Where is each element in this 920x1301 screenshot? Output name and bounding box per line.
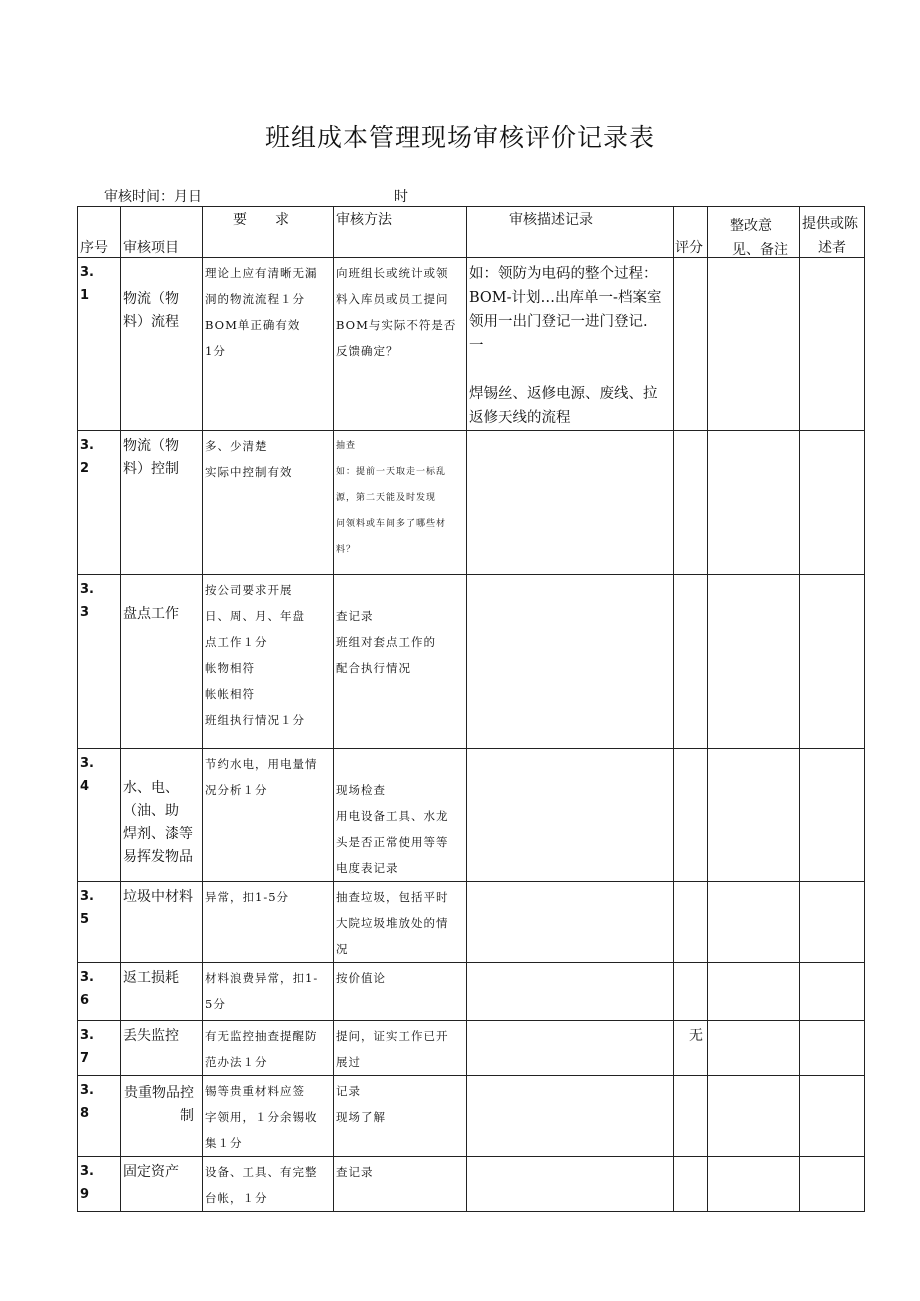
row-audit-method: 按价值论 <box>334 963 467 1021</box>
row-requirement: 理论上应有清晰无漏 洞的物流流程１分 BOM单正确有效 1分 <box>203 258 334 431</box>
table-row <box>78 258 865 431</box>
row-audit-method: 记录 现场了解 <box>334 1076 467 1157</box>
header-provider: 提供或陈 述者 <box>800 207 865 258</box>
row-rectification <box>708 963 800 1021</box>
row-number: 3. 3 <box>78 575 121 749</box>
row-requirement: 锡等贵重材料应签 字领用，１分余锡收 集１分 <box>203 1076 334 1157</box>
row-rectification <box>708 1021 800 1076</box>
row-score <box>674 882 708 963</box>
row-provider <box>800 1157 865 1212</box>
row-provider <box>800 882 865 963</box>
audit-time-label: 审核时间：月日 <box>104 189 202 205</box>
header-rectification: 整改意 见、备注 <box>708 207 800 258</box>
row-score <box>674 963 708 1021</box>
table-row <box>78 882 865 963</box>
row-audit-item: 返工损耗 <box>121 963 203 1021</box>
header-method: 审核方法 <box>334 207 467 258</box>
row-description <box>467 1157 674 1212</box>
row-score <box>674 431 708 575</box>
row-number: 3. 6 <box>78 963 121 1021</box>
row-number: 3. 4 <box>78 749 121 882</box>
row-description <box>467 882 674 963</box>
row-audit-method: 提问，证实工作已开 展过 <box>334 1021 467 1076</box>
table-header-row <box>78 207 865 258</box>
row-audit-method: 现场检查 用电设备工具、水龙 头是否正常使用等等 电度表记录 <box>334 749 467 882</box>
row-rectification <box>708 431 800 575</box>
row-score: 无 <box>674 1021 708 1076</box>
row-requirement: 按公司要求开展 日、周、月、年盘 点工作１分 帐物相符 帐帐相符 班组执行情况１分 <box>203 575 334 749</box>
row-provider <box>800 258 865 431</box>
row-requirement: 有无监控抽查提醒防 范办法１分 <box>203 1021 334 1076</box>
row-rectification <box>708 1157 800 1212</box>
row-provider <box>800 963 865 1021</box>
row-provider <box>800 575 865 749</box>
row-description <box>467 575 674 749</box>
row-rectification <box>708 882 800 963</box>
row-audit-item: 固定资产 <box>121 1157 203 1212</box>
row-number: 3. 1 <box>78 258 121 431</box>
table-row <box>78 1021 865 1076</box>
row-requirement: 设备、工具、有完整 台帐，１分 <box>203 1157 334 1212</box>
row-audit-method: 抽查垃圾，包括平时 大院垃圾堆放处的情 况 <box>334 882 467 963</box>
row-audit-method: 向班组长或统计或领 料入库员或员工提问 BOM与实际不符是否 反馈确定？ <box>334 258 467 431</box>
row-requirement: 材料浪费异常，扣1- 5分 <box>203 963 334 1021</box>
row-rectification <box>708 575 800 749</box>
row-requirement: 异常，扣1-5分 <box>203 882 334 963</box>
row-rectification <box>708 258 800 431</box>
row-number: 3. 2 <box>78 431 121 575</box>
row-score <box>674 749 708 882</box>
header-no: 序号 <box>78 207 121 258</box>
row-description <box>467 749 674 882</box>
header-description: 审核描述记录 <box>467 207 674 258</box>
row-audit-item: 垃圾中材料 <box>121 882 203 963</box>
header-item: 审核项目 <box>121 207 203 258</box>
table-row <box>78 963 865 1021</box>
row-audit-item: 盘点工作 <box>121 575 203 749</box>
row-score <box>674 258 708 431</box>
header-score: 评分 <box>674 207 708 258</box>
table-row <box>78 1157 865 1212</box>
row-requirement: 多、少清楚 实际中控制有效 <box>203 431 334 575</box>
row-rectification <box>708 749 800 882</box>
row-audit-item: 贵重物品控 制 <box>121 1076 203 1157</box>
page-title: 班组成本管理现场审核评价记录表 <box>264 123 655 152</box>
row-audit-item: 物流（物 料）控制 <box>121 431 203 575</box>
row-score <box>674 575 708 749</box>
table-row <box>78 431 865 575</box>
row-audit-method: 抽查 如：提前一天取走一标乱 源，第二天能及时发现 问领料或车间多了哪些材 料？ <box>334 431 467 575</box>
row-description <box>467 1021 674 1076</box>
row-score <box>674 1076 708 1157</box>
table-row <box>78 575 865 749</box>
row-description <box>467 431 674 575</box>
row-rectification <box>708 1076 800 1157</box>
row-requirement: 节约水电，用电量情 况分析１分 <box>203 749 334 882</box>
row-description: 如：领防为电码的整个过程： BOM-计划…出库单一-档案室 领用一出门登记一进门登记. 一 焊锡丝、返修电源、废线、拉 返修天线的流程 <box>467 258 674 431</box>
row-audit-method: 查记录 班组对套点工作的 配合执行情况 <box>334 575 467 749</box>
row-audit-method: 查记录 <box>334 1157 467 1212</box>
row-provider <box>800 431 865 575</box>
row-description <box>467 963 674 1021</box>
row-number: 3. 8 <box>78 1076 121 1157</box>
audit-table <box>77 206 865 1212</box>
row-score <box>674 1157 708 1212</box>
table-row <box>78 749 865 882</box>
row-provider <box>800 1021 865 1076</box>
row-number: 3. 5 <box>78 882 121 963</box>
row-provider <box>800 1076 865 1157</box>
row-number: 3. 9 <box>78 1157 121 1212</box>
row-description <box>467 1076 674 1157</box>
row-audit-item: 水、电、 （油、助 焊剂、漆等 易挥发物品 <box>121 749 203 882</box>
row-number: 3. 7 <box>78 1021 121 1076</box>
row-audit-item: 物流（物 料）流程 <box>121 258 203 431</box>
row-audit-item: 丢失监控 <box>121 1021 203 1076</box>
table-row <box>78 1076 865 1157</box>
audit-time-suffix: 时 <box>394 189 408 205</box>
row-provider <box>800 749 865 882</box>
header-requirement: 要 求 <box>203 207 334 258</box>
